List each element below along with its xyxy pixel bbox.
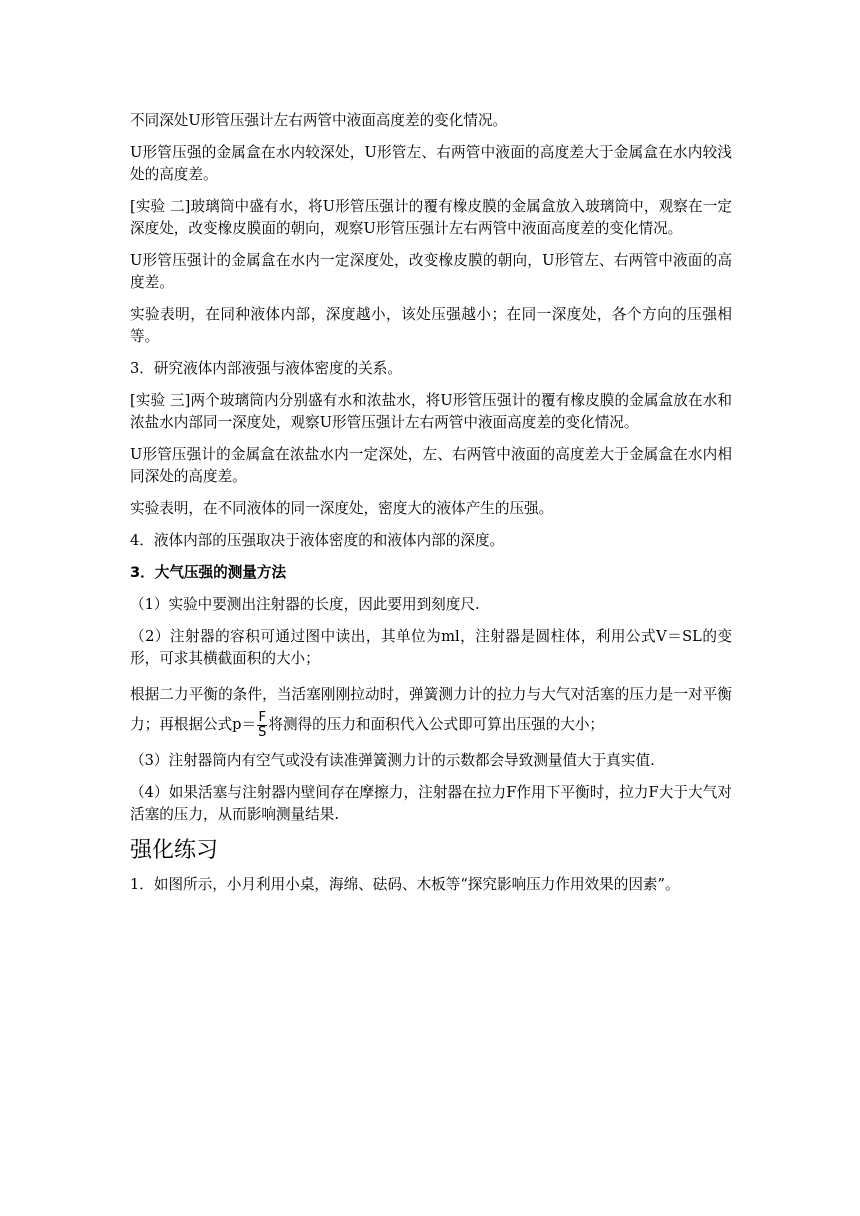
paragraph: [实验 三]两个玻璃筒内分别盛有水和浓盐水，将U形管压强计的覆有橡皮膜的金属盒放在水和浓盐水内部同一深度处，观察U形管压强计左右两管中液面高度差的变化情况。 [130,392,732,431]
paragraph: U形管压强计的金属盒在浓盐水内一定深处，左、右两管中液面的高度差大于金属盒在水内相同深处的高度差。 [130,446,732,485]
exercise-item-1: 1．如图所示，小月利用小桌，海绵、砝码、木板等“探究影响压力作用效果的因素”。 [130,876,680,893]
step-2-formula-paragraph [130,680,732,740]
paragraph: U形管压强的金属盒在水内较深处，U形管左、右两管中液面的高度差大于金属盒在水内较浅处的高度差。 [130,144,732,183]
section-heading: 3．大气压强的测量方法 [130,564,287,581]
paragraph: U形管压强计的金属盒在水内一定深度处，改变橡皮膜的朝向，U形管左、右两管中液面的高度差。 [130,252,732,291]
paragraph: 实验表明，在不同液体的同一深度处，密度大的液体产生的压强。 [130,500,554,517]
paragraph: [实验 二]玻璃筒中盛有水，将U形管压强计的覆有橡皮膜的金属盒放入玻璃筒中，观察在一定深度处，改变橡皮膜面的朝向，观察U形管压强计左右两管中液面高度差的变化情况。 [130,198,732,237]
step-1: （1）实验中要测出注射器的长度，因此要用到刻度尺. [130,596,480,613]
formula-outro-text: 将测得的压力和面积代入公式即可算出压强的大小； [268,716,605,733]
paragraph: 实验表明，在同种液体内部，深度越小，该处压强越小；在同一深度处，各个方向的压强相等。 [130,306,732,345]
paragraph: 3．研究液体内部液强与液体密度的关系。 [130,360,402,377]
step-3: （3）注射器筒内有空气或没有读准弹簧测力计的示数都会导致测量值大于真实值. [130,752,655,769]
fraction-numerator: F [258,709,266,725]
exercise-heading: 强化练习 [130,838,219,863]
fraction-denominator: S [258,724,267,740]
paragraph: 不同深处U形管压强计左右两管中液面高度差的变化情况。 [130,112,508,129]
formula-intro-text: 根据二力平衡的条件，当活塞刚刚拉动时，弹簧测力计的拉力与大气对活塞的压力是一对平衡力；再根据公式p＝ [130,686,732,733]
document-body [130,110,732,906]
paragraph: 4．液体内部的压强取决于液体密度的和液体内部的深度。 [130,532,505,549]
pressure-fraction [257,711,267,740]
step-2: （2）注射器的容积可通过图中读出，其单位为ml，注射器是圆柱体，利用公式V＝SL的变形，可求其横截面积的大小； [130,628,732,667]
step-4: （4）如果活塞与注射器内壁间存在摩擦力，注射器在拉力F作用下平衡时，拉力F大于大气对活塞的压力，从而影响测量结果. [130,784,732,823]
